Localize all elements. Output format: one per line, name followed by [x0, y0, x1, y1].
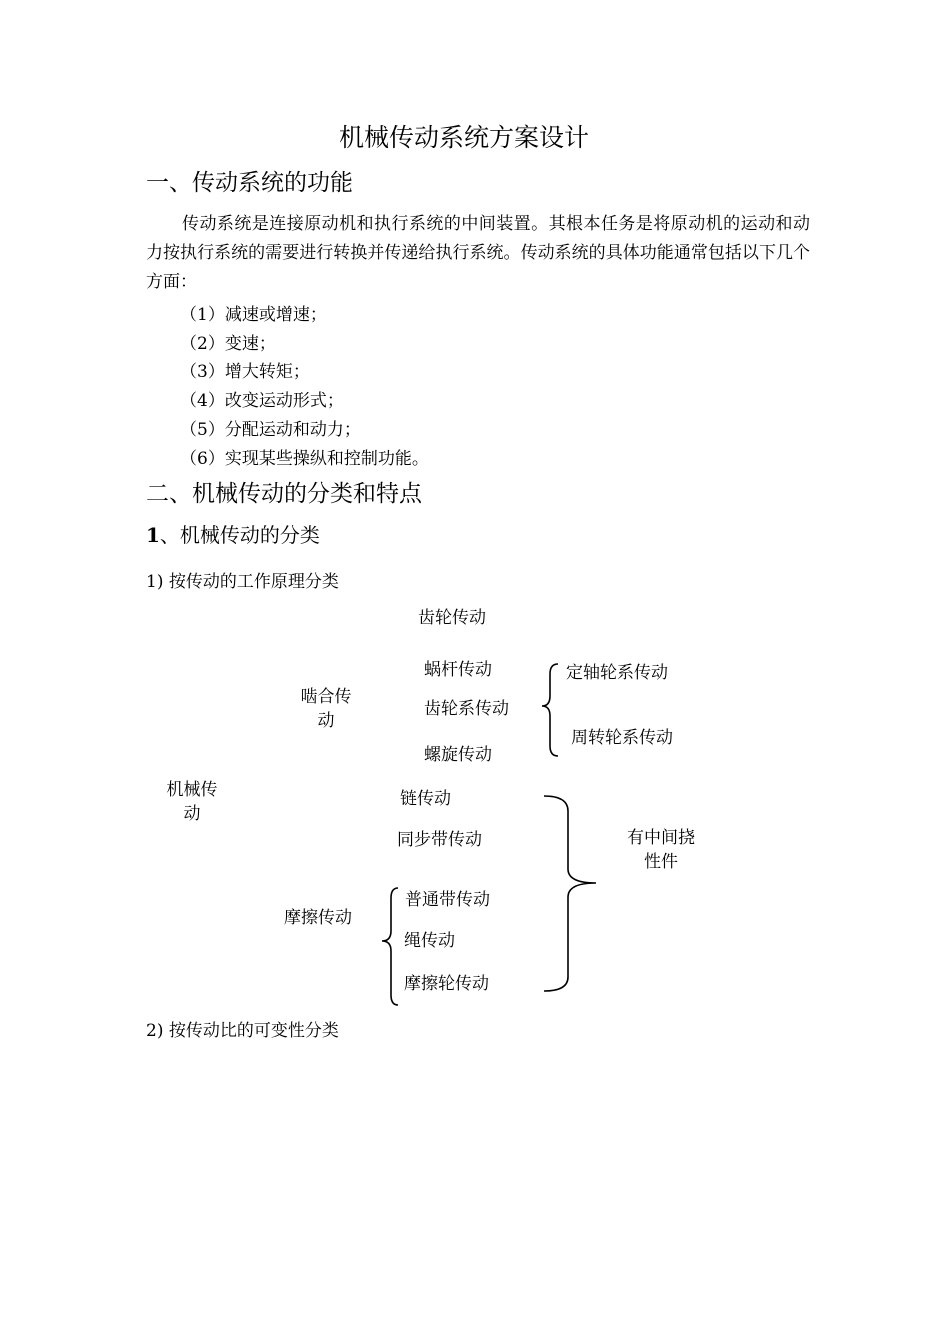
function-item-1: （1）减速或增速； [180, 305, 327, 325]
diagram-node-gear-train: 齿轮系传动 [424, 699, 509, 719]
section-2-heading: 二、机械传动的分类和特点 [146, 481, 422, 507]
diagram-node-gear: 齿轮传动 [418, 608, 486, 628]
diagram-node-screw: 螺旋传动 [424, 745, 492, 765]
subsection-1-heading [146, 519, 320, 548]
diagram-node-synchronous-belt: 同步带传动 [397, 830, 482, 850]
section-1-paragraph: 传动系统是连接原动机和执行系统的中间装置。其根本任务是将原动机的运动和动力按执行系统的需要进行转换并传递给执行系统。传动系统的具体功能通常包括以下几个方面： [146, 214, 810, 292]
diagram-node-chain: 链传动 [400, 789, 451, 809]
function-item-3: （3）增大转矩； [180, 362, 310, 382]
classification-by-principle: 1) 按传动的工作原理分类 [146, 572, 339, 592]
page-title: 机械传动系统方案设计 [338, 123, 589, 152]
friction-brace [380, 885, 404, 1009]
classification-by-ratio: 2) 按传动比的可变性分类 [146, 1021, 339, 1041]
function-item-2: （2）变速； [180, 334, 276, 354]
diagram-node-rope: 绳传动 [404, 931, 455, 951]
function-item-4: （4）改变运动形式； [180, 391, 344, 411]
diagram-node-meshing: 啮合传动 [300, 687, 352, 731]
section-1-heading: 一、传动系统的功能 [146, 170, 353, 196]
diagram-node-ordinary-belt: 普通带传动 [405, 890, 490, 910]
subsection-1-number: 1 [146, 523, 160, 547]
diagram-node-epicyclic-train: 周转轮系传动 [571, 728, 673, 748]
flexible-element-brace [540, 793, 600, 995]
gear-train-brace [540, 660, 564, 760]
diagram-node-friction-wheel: 摩擦轮传动 [404, 974, 489, 994]
diagram-node-worm: 蜗杆传动 [424, 660, 492, 680]
subsection-1-text: 、机械传动的分类 [159, 523, 320, 547]
function-item-6: （6）实现某些操纵和控制功能。 [180, 449, 429, 469]
diagram-note-flexible-element: 有中间挠性件 [627, 828, 695, 872]
function-item-5: （5）分配运动和动力； [180, 420, 361, 440]
diagram-root-mechanical-transmission: 机械传动 [166, 780, 218, 824]
diagram-node-fixed-axis-train: 定轴轮系传动 [566, 663, 668, 683]
diagram-node-friction: 摩擦传动 [284, 908, 352, 928]
